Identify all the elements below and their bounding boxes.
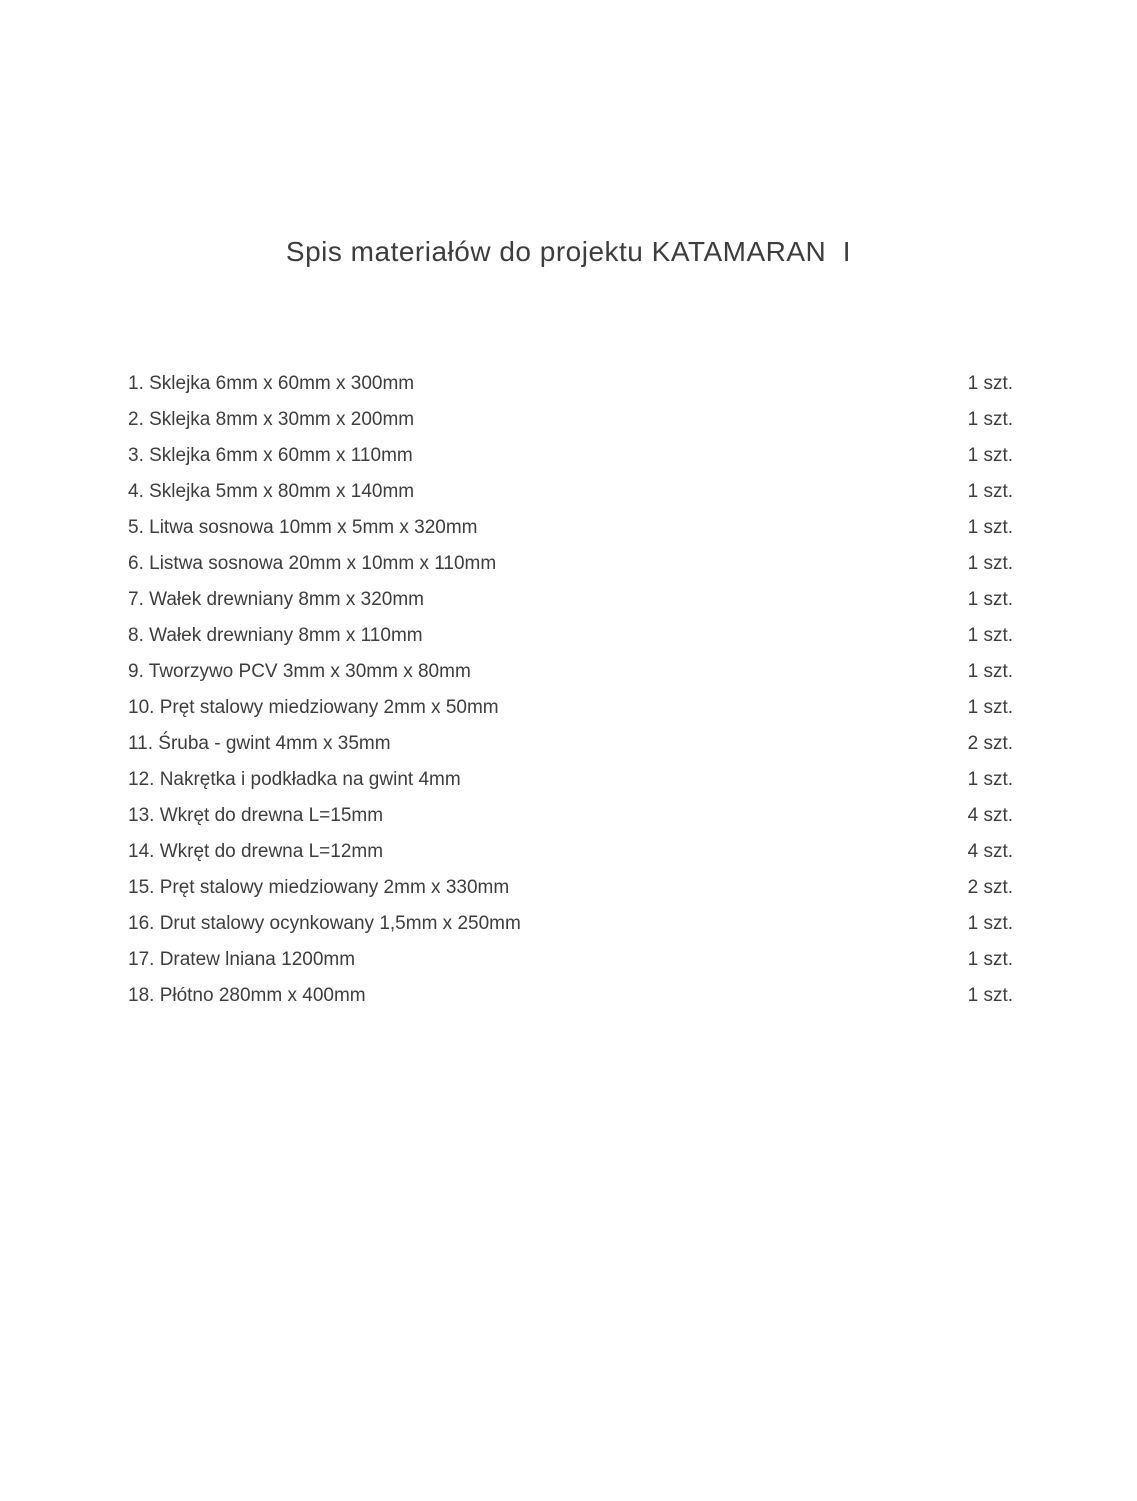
material-row [128, 618, 1013, 654]
material-row [128, 510, 1013, 546]
material-label: 14. Wkręt do drewna L=12mm [128, 841, 384, 862]
material-quantity: 4 szt. [967, 805, 1013, 826]
material-quantity: 1 szt. [967, 661, 1013, 682]
material-label: 12. Nakrętka i podkładka na gwint 4mm [128, 769, 461, 790]
material-label: 1. Sklejka 6mm x 60mm x 300mm [128, 373, 415, 394]
material-label: 17. Dratew lniana 1200mm [128, 949, 356, 970]
material-quantity: 1 szt. [967, 553, 1013, 574]
material-quantity: 1 szt. [967, 409, 1013, 430]
material-row [128, 438, 1013, 474]
document-title: Spis materiałów do projektu KATAMARAN I [285, 236, 852, 267]
material-label: 18. Płótno 280mm x 400mm [128, 985, 366, 1006]
material-label: 6. Listwa sosnowa 20mm x 10mm x 110mm [128, 553, 497, 574]
material-row [128, 942, 1013, 978]
material-quantity: 1 szt. [967, 913, 1013, 934]
material-label: 8. Wałek drewniany 8mm x 110mm [128, 625, 423, 646]
material-quantity: 1 szt. [967, 445, 1013, 466]
material-row [128, 474, 1013, 510]
material-label: 7. Wałek drewniany 8mm x 320mm [128, 589, 425, 610]
material-row [128, 654, 1013, 690]
material-label: 2. Sklejka 8mm x 30mm x 200mm [128, 409, 415, 430]
material-label: 13. Wkręt do drewna L=15mm [128, 805, 384, 826]
material-row [128, 690, 1013, 726]
material-row [128, 546, 1013, 582]
material-row [128, 798, 1013, 834]
material-row [128, 978, 1013, 1014]
material-quantity: 1 szt. [967, 481, 1013, 502]
material-quantity: 1 szt. [967, 589, 1013, 610]
material-quantity: 1 szt. [967, 373, 1013, 394]
material-label: 16. Drut stalowy ocynkowany 1,5mm x 250mm [128, 913, 521, 934]
material-row [128, 834, 1013, 870]
material-label: 3. Sklejka 6mm x 60mm x 110mm [128, 445, 413, 466]
material-quantity: 1 szt. [967, 697, 1013, 718]
material-label: 5. Litwa sosnowa 10mm x 5mm x 320mm [128, 517, 478, 538]
material-quantity: 2 szt. [967, 877, 1013, 898]
material-quantity: 1 szt. [967, 985, 1013, 1006]
material-row [128, 870, 1013, 906]
material-quantity: 4 szt. [967, 841, 1013, 862]
material-row [128, 366, 1013, 402]
material-quantity: 2 szt. [967, 733, 1013, 754]
materials-list [128, 366, 1013, 1014]
material-quantity: 1 szt. [967, 625, 1013, 646]
material-row [128, 726, 1013, 762]
material-quantity: 1 szt. [967, 949, 1013, 970]
material-label: 4. Sklejka 5mm x 80mm x 140mm [128, 481, 415, 502]
material-row [128, 906, 1013, 942]
material-label: 9. Tworzywo PCV 3mm x 30mm x 80mm [128, 661, 471, 682]
material-row [128, 582, 1013, 618]
material-quantity: 1 szt. [967, 769, 1013, 790]
material-row [128, 762, 1013, 798]
material-label: 11. Śruba - gwint 4mm x 35mm [128, 733, 391, 754]
material-quantity: 1 szt. [967, 517, 1013, 538]
material-row [128, 402, 1013, 438]
material-label: 10. Pręt stalowy miedziowany 2mm x 50mm [128, 697, 499, 718]
material-label: 15. Pręt stalowy miedziowany 2mm x 330mm [128, 877, 510, 898]
